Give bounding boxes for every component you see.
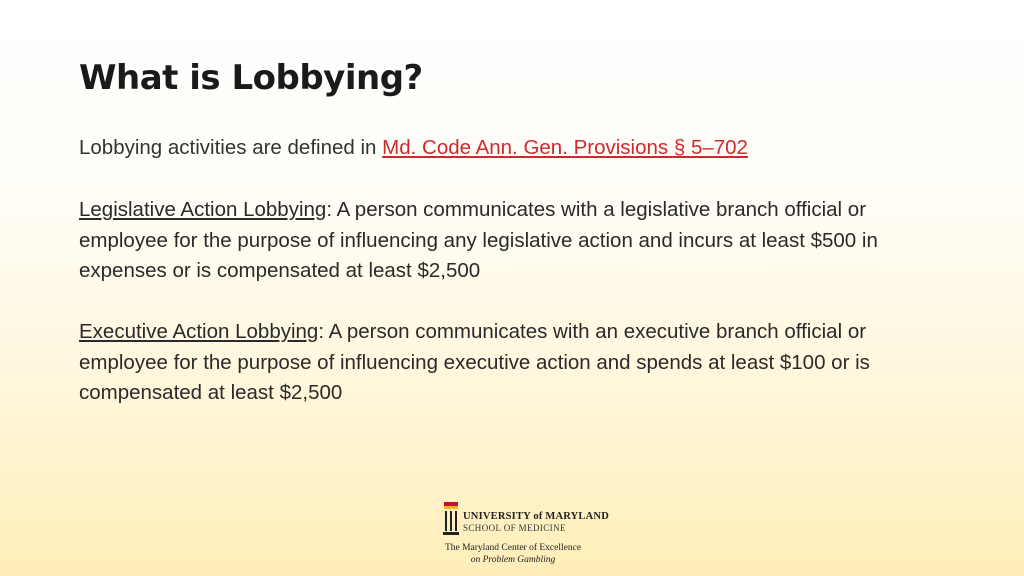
executive-description: : A person communicates with an executive branch official or employee for the purpose of influencing executive action and spends at least $100 or is compensated at least $2,500 [79, 320, 870, 404]
center-name-line2: on Problem Gambling [470, 554, 556, 565]
slide-title: What is Lobbying? [79, 58, 423, 98]
intro-text [79, 134, 748, 162]
university-name: UNIVERSITY of MARYLAND [463, 511, 609, 522]
footer-logo [443, 500, 609, 570]
statute-link[interactable]: Md. Code Ann. Gen. Provisions § 5–702 [382, 136, 748, 159]
executive-term: Executive Action Lobbying [79, 320, 319, 343]
legislative-definition [79, 195, 949, 287]
executive-definition [79, 317, 949, 409]
legislative-description: : A person communicates with a legislative branch official or employee for the purpose of influencing any legislative action and incurs at least $500 in expenses or is compensated at least $2,500 [79, 198, 878, 282]
school-name: SCHOOL OF MEDICINE [463, 523, 566, 533]
center-name-line1: The Maryland Center of Excellence [444, 543, 582, 553]
intro-prefix: Lobbying activities are defined in [79, 136, 383, 159]
legislative-term: Legislative Action Lobbying [79, 198, 327, 221]
center-name [443, 543, 583, 566]
university-seal-icon [443, 502, 459, 536]
